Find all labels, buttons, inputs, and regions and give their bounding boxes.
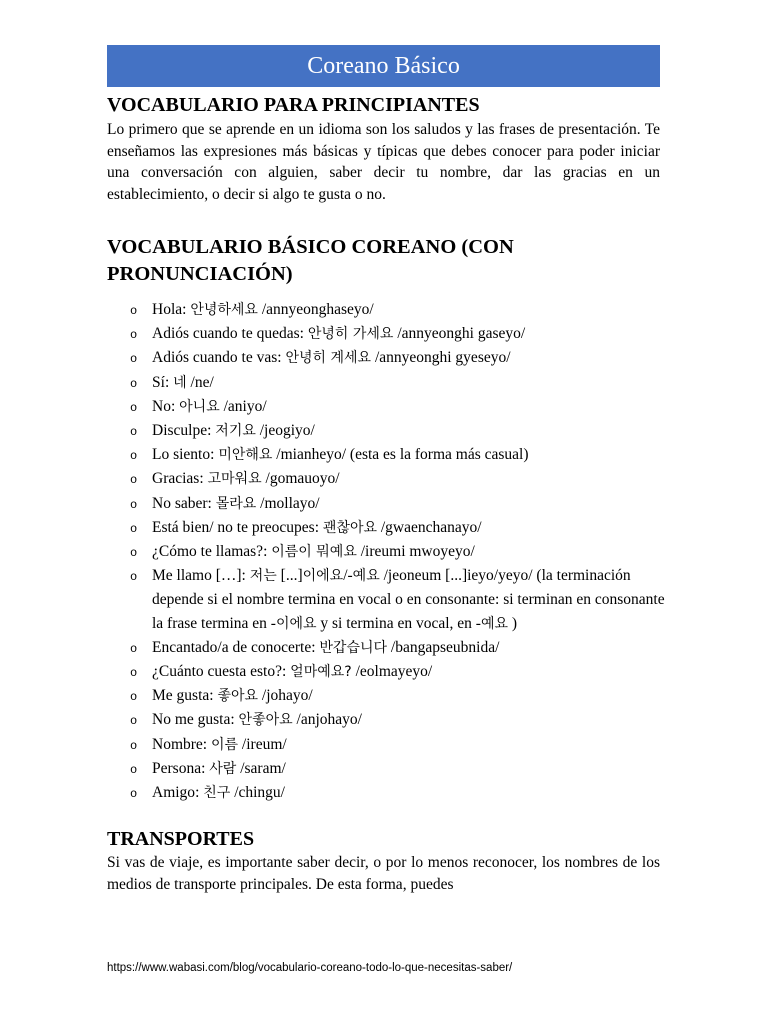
term: Adiós cuando te quedas [152,325,300,343]
romanization: /johayo/ [261,687,313,705]
bullet-icon: o [130,304,138,318]
korean-text: 고마워요 [207,471,262,488]
romanization: ) [508,614,518,632]
bullet-icon: o [130,738,138,753]
banner-title: Coreano Básico [307,52,460,79]
korean-text: 몰라요 [215,495,257,512]
term: Gracias [152,470,200,488]
transport-paragraph: Si vas de viaje, es importante saber decir, o por lo menos reconocer, los nombres de los medios de transporte principales. De esta forma, puedes [107,854,660,893]
list-item: o Adiós cuando te vas: 안녕히 계세요 /annyeonghi gyeseyo/ [107,346,667,370]
bullet-icon: o [130,570,138,585]
korean-text: 안녕히 가세요 [307,326,394,343]
list-item: o Gracias: 고마워요 /gomauoyo/ [107,467,667,491]
term: Adiós cuando te vas [152,349,278,367]
romanization: /annyeonghi gaseyo/ [397,325,526,343]
romanization: /eolmayeyo/ [355,663,433,681]
korean-text: 안녕히 계세요 [285,350,372,367]
romanization: /gomauoyo/ [265,470,340,488]
list-item: o Nombre: 이름 /ireum/ [107,733,667,757]
title-banner [107,45,660,87]
term: Disculpe [152,422,208,440]
list-item: o Persona: 사람 /saram/ [107,757,667,781]
term: No me gusta [152,711,231,729]
korean-text: 미안해요 [218,447,273,464]
bullet-icon: o [130,762,138,777]
term: ¿Cuánto cuesta esto? [152,663,282,681]
korean-text: 이름 [210,736,239,753]
term: Encantado/a de conocerte [152,638,312,656]
list-item: o Hola: 안녕하세요 /annyeonghaseyo/ [107,298,667,322]
term: No [152,397,171,415]
korean-text: 예요 [480,615,508,632]
list-item: o ¿Cuánto cuesta esto?: 얼마예요? /eolmayeyo/ [107,660,667,684]
korean-text: 이름이 뭐예요 [271,544,357,561]
korean-text: 안좋아요 [238,712,293,729]
list-item: o Lo siento: 미안해요 /mianheyo/ (esta es la forma más casual) [107,443,667,467]
bullet-icon: o [130,641,138,656]
term: ¿Cómo te llamas? [152,543,264,561]
bullet-icon: o [130,546,138,561]
romanization: /jeogiyo/ [259,422,315,440]
bullet-icon: o [130,690,138,705]
romanization: /annyeonghaseyo/ [261,301,374,318]
list-item: o No saber: 몰라요 /mollayo/ [107,492,667,516]
romanization: /anjohayo/ [296,711,362,729]
bullet-icon: o [130,787,138,802]
bullet-icon: o [130,473,138,488]
term: Sí [152,373,165,391]
romanization: /bangapseubnida/ [390,638,500,656]
romanization: /chingu/ [234,784,285,802]
romanization: /annyeonghi gyeseyo/ [374,349,511,367]
bullet-icon: o [130,714,138,729]
list-item: o No: 아니요 /aniyo/ [107,395,667,419]
romanization: [...] [280,567,303,585]
section-heading-vocabulario: VOCABULARIO PARA PRINCIPIANTES [107,94,480,116]
bullet-icon: o [130,376,138,391]
korean-text: 사람 [209,760,237,777]
term: No saber [152,494,208,512]
bullet-icon: o [130,449,138,464]
bullet-icon: o [130,521,138,536]
korean-text: 네 [173,374,187,391]
list-item: o Me llamo […]: 저는 [...]이에요/-예요 /jeoneum [...]ieyo/yeyo/ (la terminación depende si el nombre termina en vocal o en consonante: si terminan en consonante la frase termina en -이에요 y si termina en vocal, en -예요 ) [107,564,667,636]
romanization: /mollayo/ [260,494,320,512]
vocabulary-list [107,298,667,805]
korean-text: 좋아요 [217,688,259,705]
list-item: o Sí: 네 /ne/ [107,371,667,395]
korean-text: 이에요 [302,568,344,585]
list-item: o Está bien/ no te preocupes: 괜찮아요 /gwaenchanayo/ [107,516,667,540]
list-item: o Disculpe: 저기요 /jeogiyo/ [107,419,667,443]
list-item: o Encantado/a de conocerte: 반갑습니다 /bangapseubnida/ [107,636,667,660]
romanization: /saram/ [240,759,286,777]
term: Nombre [152,735,203,753]
term: Persona [152,759,202,777]
list-item: o No me gusta: 안좋아요 /anjohayo/ [107,708,667,732]
romanization: /- [343,567,353,585]
korean-text: 예요 [352,568,380,585]
romanization: y si termina en vocal, en - [316,614,481,632]
korean-text: 괜찮아요 [322,519,377,536]
romanization: /mianheyo/ (esta es la forma más casual) [276,446,529,464]
intro-paragraph: Lo primero que se aprende en un idioma son los saludos y las frases de presentación. Te enseñamos las expresiones más básicas y típicas que debes conocer para poder iniciar una conversación con alguien, saber decir tu nombre, dar las gracias en un establecimiento, o decir si algo te gusta o no. [107,121,660,203]
bullet-icon: o [130,400,138,415]
list-item: o ¿Cómo te llamas?: 이름이 뭐예요 /ireumi mwoyeyo/ [107,540,667,564]
romanization: /gwaenchanayo/ [380,518,482,536]
korean-text: 안녕하세요 [190,302,258,318]
korean-text: 이에요 [275,615,317,632]
korean-text: 반갑습니다 [319,639,388,656]
romanization: /ne/ [190,373,214,391]
source-url-link[interactable]: https://www.wabasi.com/blog/vocabulario-coreano-todo-lo-que-necesitas-saber/ [107,962,513,974]
term: Amigo [152,784,196,802]
bullet-icon: o [130,352,138,367]
korean-text: 저기요 [215,423,256,440]
bullet-icon: o [130,328,138,343]
korean-text: 저는 [249,568,277,585]
list-item: o Amigo: 친구 /chingu/ [107,781,667,805]
term: Hola [152,301,183,318]
term: Está bien/ no te preocupes [152,518,315,536]
term: Lo siento [152,446,211,464]
romanization: /ireumi mwoyeyo/ [360,543,475,561]
section-heading-basico: VOCABULARIO BÁSICO COREANO (CON PRONUNCIACIÓN) [107,236,514,285]
bullet-icon: o [130,666,138,681]
bullet-icon: o [130,497,138,512]
romanization: /aniyo/ [223,397,267,415]
bullet-icon: o [130,425,138,440]
romanization: /jeoneum [...]ieyo/yeyo/ (la terminación depende si el nombre termina en vocal o en consonante: si terminan en consonante la frase termina en - [152,567,665,632]
term: Me llamo […] [152,567,242,585]
list-item: o Me gusta: 좋아요 /johayo/ [107,684,667,708]
korean-text: 얼마예요? [290,664,352,681]
term: Me gusta [152,687,210,705]
list-item: o Adiós cuando te quedas: 안녕히 가세요 /annyeonghi gaseyo/ [107,322,667,346]
korean-text: 아니요 [179,398,220,415]
korean-text: 친구 [203,785,231,802]
section-heading-transportes: TRANSPORTES [107,828,255,850]
romanization: /ireum/ [241,735,287,753]
